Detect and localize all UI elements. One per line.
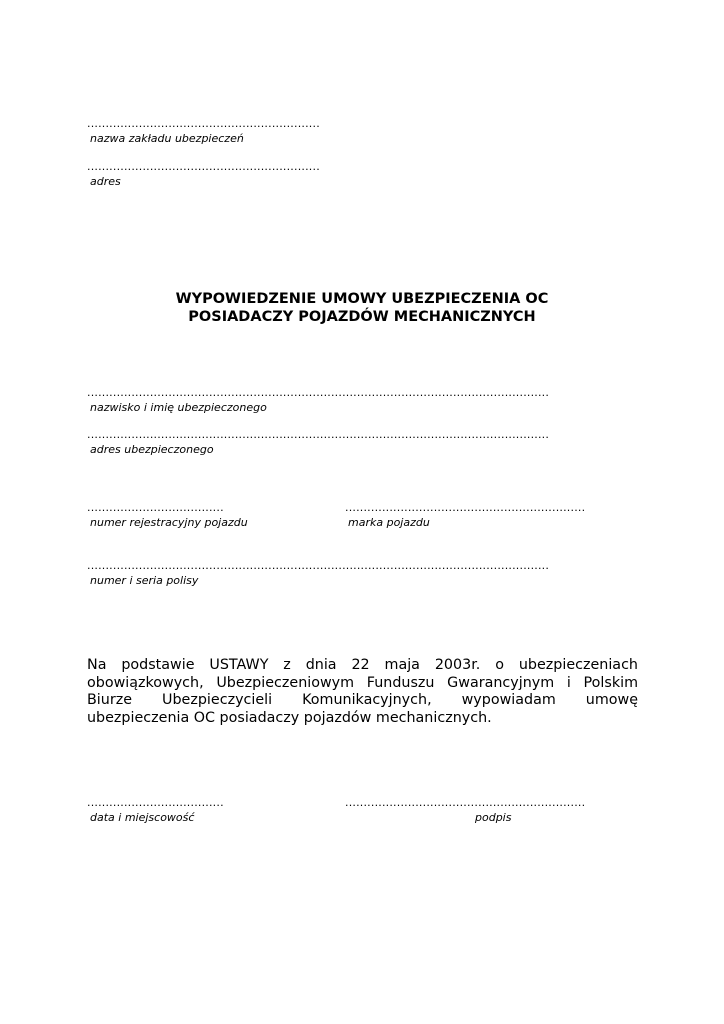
title-line-1: WYPOWIEDZENIE UMOWY UBEZPIECZENIA OC: [175, 291, 549, 307]
date-place-label: data i miejscowość: [90, 811, 195, 824]
vehicle-make-dotted-line: .................................................................: [345, 502, 586, 514]
insurer-name-label: nazwa zakładu ubezpieczeń: [90, 132, 244, 145]
insurer-address-label: adres: [90, 175, 121, 188]
policy-number-dotted-line: .............................................................................................................................: [87, 560, 550, 572]
insured-address-dotted-line: .............................................................................................................................: [87, 429, 550, 441]
insured-address-field[interactable]: [87, 429, 637, 456]
termination-statement: Na podstawie USTAWY z dnia 22 maja 2003r. o ubezpieczeniach obowiązkowych, Ubezpieczeniowym Funduszu Gwarancyjnym i Polskim Biurze Ubezpieczycieli Komunikacyjnych, wypowiadam umowę ubezpieczenia OC posiadaczy pojazdów mechanicznych.: [87, 657, 638, 726]
insurer-address-field[interactable]: [87, 161, 370, 188]
registration-number-field[interactable]: [87, 502, 255, 529]
insured-name-dotted-line: .............................................................................................................................: [87, 387, 550, 399]
signature-label: podpis: [475, 811, 512, 824]
insured-name-label: nazwisko i imię ubezpieczonego: [90, 401, 267, 414]
signature-field[interactable]: [345, 797, 637, 824]
insured-address-label: adres ubezpieczonego: [90, 443, 214, 456]
insurer-address-dotted-line: ...............................................................: [87, 161, 320, 173]
policy-number-field[interactable]: [87, 560, 637, 587]
document-title: [0, 290, 724, 326]
vehicle-make-label: marka pojazdu: [348, 516, 430, 529]
registration-number-dotted-line: .....................................: [87, 502, 224, 514]
policy-number-label: numer i seria polisy: [90, 574, 199, 587]
insured-name-field[interactable]: [87, 387, 637, 414]
date-place-field[interactable]: [87, 797, 255, 824]
vehicle-make-field[interactable]: [345, 502, 637, 529]
signature-dotted-line: .................................................................: [345, 797, 586, 809]
title-line-2: POSIADACZY POJAZDÓW MECHANICZNYCH: [188, 309, 536, 325]
date-place-dotted-line: .....................................: [87, 797, 224, 809]
registration-number-label: numer rejestracyjny pojazdu: [90, 516, 248, 529]
insurer-name-field[interactable]: [87, 118, 370, 145]
insurer-name-dotted-line: ...............................................................: [87, 118, 320, 130]
